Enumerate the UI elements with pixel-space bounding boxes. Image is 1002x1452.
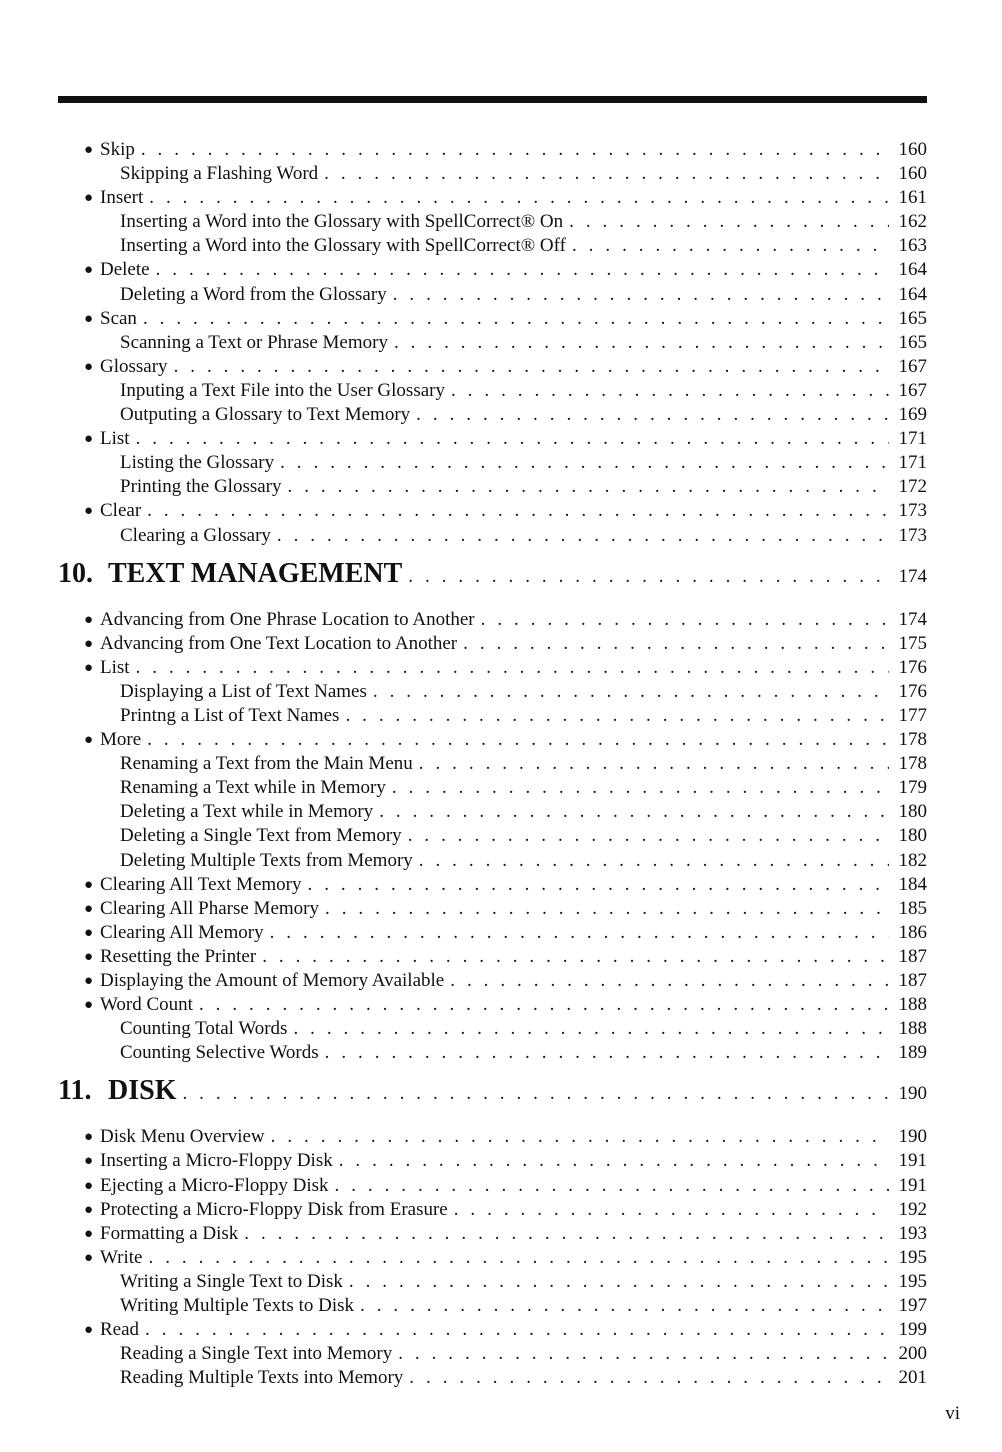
entry-text: Deleting a Single Text from Memory [120, 825, 402, 847]
entry-page: 186 [898, 921, 927, 943]
entry-page: 190 [898, 1126, 927, 1148]
entry-text: Advancing from One Text Location to Another [100, 632, 458, 654]
dot-leader [408, 824, 889, 848]
entry-text: Deleting Multiple Texts from Memory [120, 849, 413, 871]
dot-leader [419, 849, 889, 873]
entry-title [58, 704, 339, 728]
entry-page: 200 [898, 1343, 927, 1365]
entry-page: 164 [898, 283, 927, 305]
toc-entry [58, 969, 927, 993]
entry-page: 172 [898, 476, 927, 498]
toc-entry [58, 258, 927, 282]
dot-leader [244, 1222, 889, 1246]
header-rule [58, 96, 927, 103]
entry-title [58, 1198, 448, 1222]
entry-page: 180 [898, 825, 927, 847]
entry-text: Renaming a Text from the Main Menu [120, 753, 413, 775]
entry-title [58, 921, 264, 945]
entry-text: Displaying the Amount of Memory Available [100, 970, 445, 991]
entry-title [58, 307, 137, 331]
bullet-icon: ● [84, 1201, 94, 1218]
toc-section-text-management [58, 608, 927, 1066]
entry-text: Counting Total Words [120, 1018, 288, 1040]
dot-leader [463, 632, 889, 656]
entry-text: Deleting a Word from the Glossary [120, 283, 387, 305]
entry-page: 188 [898, 994, 927, 1016]
entry-title [58, 1366, 403, 1390]
entry-page: 179 [898, 777, 927, 799]
entry-title [58, 752, 413, 776]
entry-title [58, 656, 130, 680]
toc-entry [58, 897, 927, 921]
entry-page: 176 [898, 656, 927, 678]
entry-title [58, 427, 130, 451]
entry-page: 192 [898, 1198, 927, 1220]
dot-leader [379, 800, 889, 824]
toc-entry [58, 1174, 927, 1198]
entry-text: Inserting a Word into the Glossary with SpellCorrect® On [120, 211, 564, 233]
toc-entry [58, 355, 927, 379]
entry-text: Outputing a Glossary to Text Memory [120, 404, 411, 426]
entry-title [58, 403, 410, 427]
entry-title [58, 608, 475, 632]
toc-subentry [58, 283, 927, 307]
dot-leader [136, 656, 889, 680]
dot-leader [339, 1149, 889, 1173]
entry-title [58, 969, 444, 993]
entry-text: Reading a Single Text into Memory [120, 1343, 393, 1365]
entry-page: 187 [898, 970, 927, 991]
entry-title [58, 1125, 265, 1149]
entry-page: 161 [898, 187, 927, 209]
entry-text: Clearing All Memory [100, 921, 264, 943]
dot-leader [569, 210, 889, 234]
entry-text: Printing the Glossary [120, 476, 282, 498]
entry-text: Printng a List of Text Names [120, 704, 340, 726]
entry-page: 167 [898, 379, 927, 401]
entry-title [58, 1041, 319, 1065]
toc-entry [58, 1125, 927, 1149]
chapter-heading-10 [58, 548, 927, 608]
entry-title [58, 897, 319, 921]
dot-leader [349, 1270, 889, 1294]
bullet-icon: ● [84, 659, 94, 676]
entry-title [58, 824, 402, 848]
toc-entry [58, 921, 927, 945]
dot-leader [147, 728, 889, 752]
toc-entry [58, 186, 927, 210]
entry-title [58, 800, 373, 824]
dot-leader [156, 258, 889, 282]
entry-text: Inputing a Text File into the User Glossary [120, 379, 445, 401]
entry-page: 189 [898, 1042, 927, 1064]
toc-subentry [58, 331, 927, 355]
toc-entry [58, 1198, 927, 1222]
entry-page: 162 [898, 211, 927, 233]
entry-text: Clear [100, 500, 142, 522]
dot-leader [454, 1198, 889, 1222]
toc-subentry [58, 234, 927, 258]
entry-text: Deleting a Text while in Memory [120, 801, 374, 823]
page-number: vi [945, 1403, 960, 1424]
toc-subentry [58, 849, 927, 873]
entry-text: Renaming a Text while in Memory [120, 777, 386, 799]
entry-page: 175 [898, 632, 927, 654]
entry-page: 174 [898, 608, 927, 630]
bullet-icon: ● [84, 732, 94, 749]
dot-leader [450, 969, 889, 993]
entry-text: Delete [100, 259, 150, 281]
entry-page: 180 [898, 801, 927, 823]
toc-entry [58, 1149, 927, 1173]
chapter-heading-11 [58, 1065, 927, 1125]
entry-text: Disk Menu Overview [100, 1126, 265, 1148]
chapter-number: 11. [58, 1075, 92, 1107]
entry-page: 160 [898, 163, 927, 185]
dot-leader [451, 379, 889, 403]
entry-title [58, 1149, 333, 1173]
entry-page: 193 [898, 1222, 927, 1244]
entry-title [58, 849, 413, 873]
entry-text: Write [100, 1246, 143, 1268]
entry-title [58, 632, 457, 656]
entry-page: 195 [898, 1246, 927, 1268]
entry-title [58, 258, 150, 282]
entry-title [58, 283, 387, 307]
entry-title [58, 728, 141, 752]
entry-text: Clearing All Text Memory [100, 873, 302, 895]
dot-leader [147, 499, 889, 523]
entry-text: Clearing a Glossary [120, 524, 271, 546]
entry-text: Writing Multiple Texts to Disk [120, 1295, 354, 1317]
entry-title [58, 499, 141, 523]
toc-entry [58, 873, 927, 897]
dot-leader [409, 1366, 889, 1390]
bullet-icon: ● [84, 924, 94, 941]
toc-entry [58, 138, 927, 162]
bullet-icon: ● [84, 1249, 94, 1266]
toc-entry [58, 608, 927, 632]
toc-entry [58, 728, 927, 752]
entry-title [58, 1246, 143, 1270]
dot-leader [398, 1342, 889, 1366]
entry-text: Inserting a Micro-Floppy Disk [100, 1150, 333, 1172]
toc-entry [58, 1318, 927, 1342]
bullet-icon: ● [84, 1153, 94, 1170]
toc-subentry [58, 210, 927, 234]
dot-leader [288, 475, 890, 499]
entry-text: Ejecting a Micro-Floppy Disk [100, 1174, 329, 1196]
dot-leader [373, 680, 889, 704]
entry-page: 173 [898, 524, 927, 546]
entry-text: Reading Multiple Texts into Memory [120, 1367, 404, 1389]
bullet-icon: ● [84, 876, 94, 893]
toc-subentry [58, 451, 927, 475]
dot-leader [572, 234, 889, 258]
entry-page: 199 [898, 1319, 927, 1341]
entry-title [58, 524, 271, 548]
toc-subentry [58, 1270, 927, 1294]
bullet-icon: ● [84, 611, 94, 628]
chapter-number: 10. [58, 557, 93, 589]
entry-title [58, 945, 256, 969]
entry-title [58, 210, 563, 234]
bullet-icon: ● [84, 262, 94, 279]
entry-title [58, 331, 388, 355]
entry-text: Counting Selective Words [120, 1042, 319, 1064]
entry-page: 182 [898, 849, 927, 871]
toc-section-glossary [58, 138, 927, 548]
bullet-icon: ● [84, 431, 94, 448]
entry-page: 185 [898, 897, 927, 919]
entry-text: More [100, 729, 142, 751]
dot-leader [308, 873, 890, 897]
toc-subentry [58, 475, 927, 499]
entry-page: 173 [898, 500, 927, 522]
toc-subentry [58, 1366, 927, 1390]
chapter-title: DISK [108, 1075, 177, 1107]
entry-page: 178 [898, 753, 927, 775]
bullet-icon: ● [84, 1225, 94, 1242]
entry-title [58, 162, 318, 186]
chapter-title: TEXT MANAGEMENT [108, 557, 403, 589]
entry-text: Resetting the Printer [100, 945, 257, 967]
entry-text: Scan [100, 307, 137, 329]
dot-leader [141, 138, 889, 162]
toc-subentry [58, 1294, 927, 1318]
entry-title [58, 1017, 287, 1041]
dot-leader [149, 186, 889, 210]
toc-entry [58, 656, 927, 680]
toc-subentry [58, 752, 927, 776]
dot-leader [293, 1017, 889, 1041]
entry-page: 197 [898, 1295, 927, 1317]
bullet-icon: ● [84, 310, 94, 327]
entry-page: 165 [898, 307, 927, 329]
dot-leader [325, 897, 889, 921]
toc-section-disk [58, 1125, 927, 1390]
entry-text: Insert [100, 187, 144, 209]
dot-leader [182, 1083, 889, 1105]
entry-title [58, 138, 135, 162]
entry-text: Listing the Glossary [120, 452, 275, 474]
entry-title [58, 1342, 392, 1366]
chapter-page: 174 [898, 565, 927, 587]
entry-page: 164 [898, 259, 927, 281]
dot-leader [335, 1174, 890, 1198]
bullet-icon: ● [84, 358, 94, 375]
chapter-page: 190 [898, 1083, 927, 1105]
entry-text: Word Count [100, 994, 193, 1016]
dot-leader [277, 524, 889, 548]
entry-title [58, 379, 445, 403]
entry-page: 195 [898, 1270, 927, 1292]
bullet-icon: ● [84, 973, 94, 989]
entry-title [58, 1174, 329, 1198]
bullet-icon: ● [84, 190, 94, 207]
toc-subentry [58, 776, 927, 800]
toc-entry [58, 427, 927, 451]
entry-text: Displaying a List of Text Names [120, 680, 367, 702]
toc-subentry [58, 1041, 927, 1065]
dot-leader [149, 1246, 890, 1270]
entry-title [58, 234, 566, 258]
entry-page: 178 [898, 729, 927, 751]
entry-text: Skip [100, 139, 135, 160]
dot-leader [393, 283, 889, 307]
toc-entry [58, 307, 927, 331]
toc-subentry [58, 824, 927, 848]
entry-page: 160 [898, 139, 927, 160]
entry-page: 165 [898, 331, 927, 353]
entry-title [58, 680, 367, 704]
toc-entry [58, 632, 927, 656]
entry-title [58, 873, 302, 897]
table-of-contents [58, 138, 927, 1390]
dot-leader [481, 608, 889, 632]
bullet-icon: ● [84, 1129, 94, 1146]
entry-title [58, 993, 193, 1017]
entry-title [58, 1270, 343, 1294]
entry-page: 163 [898, 235, 927, 257]
entry-title [58, 1222, 238, 1246]
dot-leader [392, 776, 889, 800]
dot-leader [143, 307, 889, 331]
entry-page: 176 [898, 680, 927, 702]
dot-leader [270, 921, 889, 945]
entry-text: List [100, 428, 130, 450]
entry-page: 171 [898, 452, 927, 474]
toc-subentry [58, 1017, 927, 1041]
entry-page: 169 [898, 404, 927, 426]
toc-subentry [58, 680, 927, 704]
entry-text: Scanning a Text or Phrase Memory [120, 331, 388, 353]
toc-subentry [58, 704, 927, 728]
entry-page: 188 [898, 1018, 927, 1040]
toc-subentry [58, 524, 927, 548]
bullet-icon: ● [84, 948, 94, 965]
entry-text: Advancing from One Phrase Location to Another [100, 608, 475, 630]
toc-entry [58, 993, 927, 1017]
entry-page: 201 [898, 1367, 927, 1389]
entry-text: Glossary [100, 355, 168, 377]
dot-leader [345, 704, 889, 728]
entry-page: 171 [898, 428, 927, 450]
entry-title [58, 1318, 139, 1342]
entry-text: Skipping a Flashing Word [120, 163, 319, 185]
entry-text: Inserting a Word into the Glossary with SpellCorrect® Off [120, 235, 566, 257]
toc-subentry [58, 379, 927, 403]
dot-leader [145, 1318, 889, 1342]
dot-leader [419, 752, 889, 776]
entry-page: 184 [898, 873, 927, 895]
bullet-icon: ● [84, 1322, 94, 1339]
entry-page: 191 [898, 1150, 927, 1172]
entry-text: Protecting a Micro-Floppy Disk from Erasure [100, 1198, 448, 1220]
entry-text: Writing a Single Text to Disk [120, 1270, 343, 1292]
entry-title [58, 355, 168, 379]
dot-leader [136, 427, 889, 451]
entry-title [58, 475, 282, 499]
entry-page: 167 [898, 355, 927, 377]
dot-leader [262, 945, 889, 969]
dot-leader [271, 1125, 889, 1149]
toc-entry [58, 945, 927, 969]
bullet-icon: ● [84, 142, 94, 158]
dot-leader [325, 1041, 889, 1065]
toc-subentry [58, 162, 927, 186]
entry-text: Read [100, 1319, 140, 1341]
bullet-icon: ● [84, 1177, 94, 1194]
bullet-icon: ● [84, 503, 94, 520]
dot-leader [360, 1294, 889, 1318]
entry-title [58, 776, 386, 800]
entry-title [58, 186, 143, 210]
entry-text: Formatting a Disk [100, 1222, 239, 1244]
entry-title [58, 451, 274, 475]
toc-subentry [58, 800, 927, 824]
dot-leader [174, 355, 889, 379]
entry-text: List [100, 656, 130, 678]
dot-leader [199, 993, 889, 1017]
toc-subentry [58, 1342, 927, 1366]
toc-entry [58, 1246, 927, 1270]
entry-title [58, 1294, 354, 1318]
toc-entry [58, 499, 927, 523]
entry-page: 177 [898, 704, 927, 726]
dot-leader [394, 331, 889, 355]
dot-leader [408, 566, 889, 588]
entry-text: Clearing All Pharse Memory [100, 897, 319, 919]
entry-page: 191 [898, 1174, 927, 1196]
entry-page: 187 [898, 945, 927, 967]
dot-leader [416, 403, 889, 427]
bullet-icon: ● [84, 997, 94, 1014]
dot-leader [280, 451, 889, 475]
dot-leader [324, 162, 889, 186]
bullet-icon: ● [84, 900, 94, 917]
bullet-icon: ● [84, 635, 94, 652]
toc-entry [58, 1222, 927, 1246]
toc-subentry [58, 403, 927, 427]
